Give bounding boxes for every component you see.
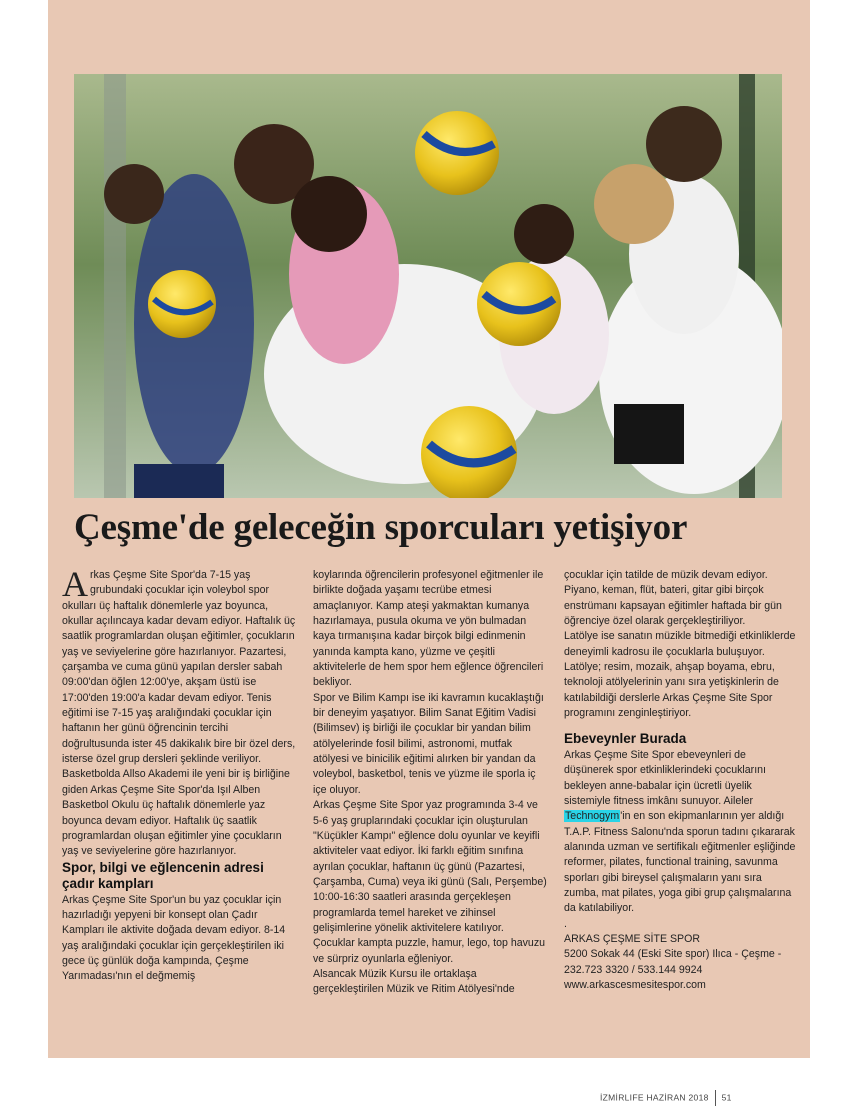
photo-illustration: [74, 74, 782, 498]
contact-website: www.arkascesmesitespor.com: [564, 979, 706, 992]
paragraph-text: Arkas Çeşme Site Spor ebeveynleri de düşünerek spor etkinliklerindeki çocuklarını bekleyen anne-babalar için ücretli üyelik sistemiyle fitness imkânı sunuyor. Aileler: [564, 748, 766, 807]
volleyball-training-photo: [74, 74, 782, 498]
contact-address: 5200 Sokak 44 (Eski Site spor) Ilıca - Çeşme - 232.723 3320 / 533.144 9924: [564, 948, 782, 976]
footer-divider: [715, 1090, 716, 1106]
article-headline: Çeşme'de geleceğin sporcuları yetişiyor: [74, 507, 688, 548]
paragraph: [62, 564, 296, 767]
paragraph: Basketbolda Allso Akademi ile yeni bir iş birliğine giden Arkas Çeşme Site Spor'da Işıl Alben Basketbol Okulu üç haftalık dönemlerle yaz boyunca devam ediyor. Haftalık üç saatlik programlardan oluşan eğitimler yine çocukların yaş ve seviyelerine göre hazırlanıyor.: [62, 768, 290, 858]
paragraph: [564, 748, 798, 917]
paragraph: Spor ve Bilim Kampı ise iki kavramın kucaklaştığı bir deneyim yaşatıyor. Bilim Sanat Eğitim Vadisi (Bilimsev) iş birliği ile çocuklar bir yandan bilim atölyelerinde fosil bilimi, astronomi, mutfak atölyesi ve binicilik eğitimi alırken bir yandan da voleybol, basketbol, tenis ve yüzme ile sporla iç içe oluyor.: [313, 691, 544, 796]
section-subhead: Spor, bilgi ve eğlencenin adresi çadır kampları: [62, 859, 264, 892]
page-footer: [600, 1090, 840, 1106]
paragraph: çocuklar için tatilde de müzik devam ediyor. Piyano, keman, flüt, bateri, gitar gibi birçok enstrümanı kapsayan eğitimler haftada bir gün öğrenciye özel olarak gerçekleştiriliyor.: [564, 569, 782, 628]
article-column-1: [62, 564, 296, 985]
paragraph: Latölye ise sanatın müzikle bitmediği etkinliklerde deneyimli kadrosu ile çocuklarla buluşuyor. Latölye; resim, mozaik, ahşap boyama, ebru, teknoloji atölyelerinin yanı sıra yetişkinlerin de katılabildiği derslerle Arkas Çeşme Site Spor programını zenginleştiriyor.: [564, 630, 796, 720]
paragraph: koylarında öğrencilerin profesyonel eğitmenler ile birlikte doğada yaşamı tecrübe etmesi amaçlanıyor. Kamp ateşi yakmaktan kumanya hazırlamaya, pusula okuma ve yön bulmadan kaya tırmanışına kadar birçok bilgi edinmenin yanında kampta kano, yüzme ve çeşitli aktivitelerle de hem spor hem eğlence öğrencileri bekliyor.: [313, 569, 544, 689]
section-subhead: Ebeveynler Burada: [564, 731, 687, 747]
article-column-2: [313, 568, 547, 998]
drop-cap: A: [62, 564, 88, 604]
paragraph: Arkas Çeşme Site Spor yaz programında 3-4 ve 5-6 yaş gruplarındaki çocuklar için oluşturulan "Küçükler Kampı" eğlence dolu oyunlar ve keyifli aktiviteler vaat ediyor. İki farklı eğitim sınıfına ayrılan çocuklar, haftanın üç günü (Pazartesi, Çarşamba, Cuma) veya iki günü (Salı, Perşembe) 10:00-16:30 saatleri arasında gerçekleşen programlarda temel hareket ve zihinsel gelişimlerine yönelik aktivitelere katılıyor. Çocuklar kampta puzzle, hamur, lego, top havuzu ve sürpriz oyunlarla eğleniyor.: [313, 799, 547, 965]
contact-name: ARKAS ÇEŞME SİTE SPOR: [564, 933, 700, 946]
paragraph-text: rkas Çeşme Site Spor'da 7-15 yaş grubundaki çocuklar için voleybol spor okulları üç haftalık dönemlerle yaz boyunca, okullar açılıncaya kadar devam ediyor. Haftalık üç saatlik programlardan oluşan eğitimler, çocukların yaş ve seviyelerine göre hazırlanıyor. Pazartesi, çarşamba ve cuma günü yapılan dersler sabah 09:00'dan öğlen 12:00'ye, akşam üstü ise 17:00'den 19:00'a kadar devam ediyor. Tenis eğitimi ise 7-15 yaş aralığındaki çocuklar için haftanın her günü öğrencinin tercihi doğrultusunda ister 45 dakikalık bire bir özel ders, isterse özel grup dersleri şeklinde veriliyor.: [62, 569, 296, 766]
article-column-3: [564, 568, 798, 993]
page-number: 51: [721, 1092, 732, 1103]
separator-dot: .: [564, 917, 567, 930]
paragraph: Alsancak Müzik Kursu ile ortaklaşa gerçekleştirilen Müzik ve Ritim Atölyesi'nde: [313, 967, 515, 996]
paragraph: Arkas Çeşme Site Spor'un bu yaz çocuklar için hazırladığı yepyeni bir konsept olan Çadır Kampları ile aktivite doğada devam ediyor. 8-14 yaş aralığındaki çocuklar için gerçekleştirilen iki gece üç günlük doğa kampında, Çeşme Yarımadası'nın el değmemiş: [62, 893, 286, 983]
paragraph-text: 'in en son ekipmanlarının yer aldığı T.A.P. Fitness Salonu'nda sporun tadını çıkararak alanında uzman ve sertifikalı eğitmenler eşliğinde reformer, pilates, functional training, savunma sporları gibi bireysel çalışmaların yanı sıra zumba, mat pilates, yoga gibi grup çalışmalarına da katılabiliyor.: [564, 810, 796, 915]
highlighted-brand: Technogym: [565, 810, 620, 823]
magazine-name: İZMİRLIFE HAZİRAN 2018: [600, 1092, 709, 1103]
